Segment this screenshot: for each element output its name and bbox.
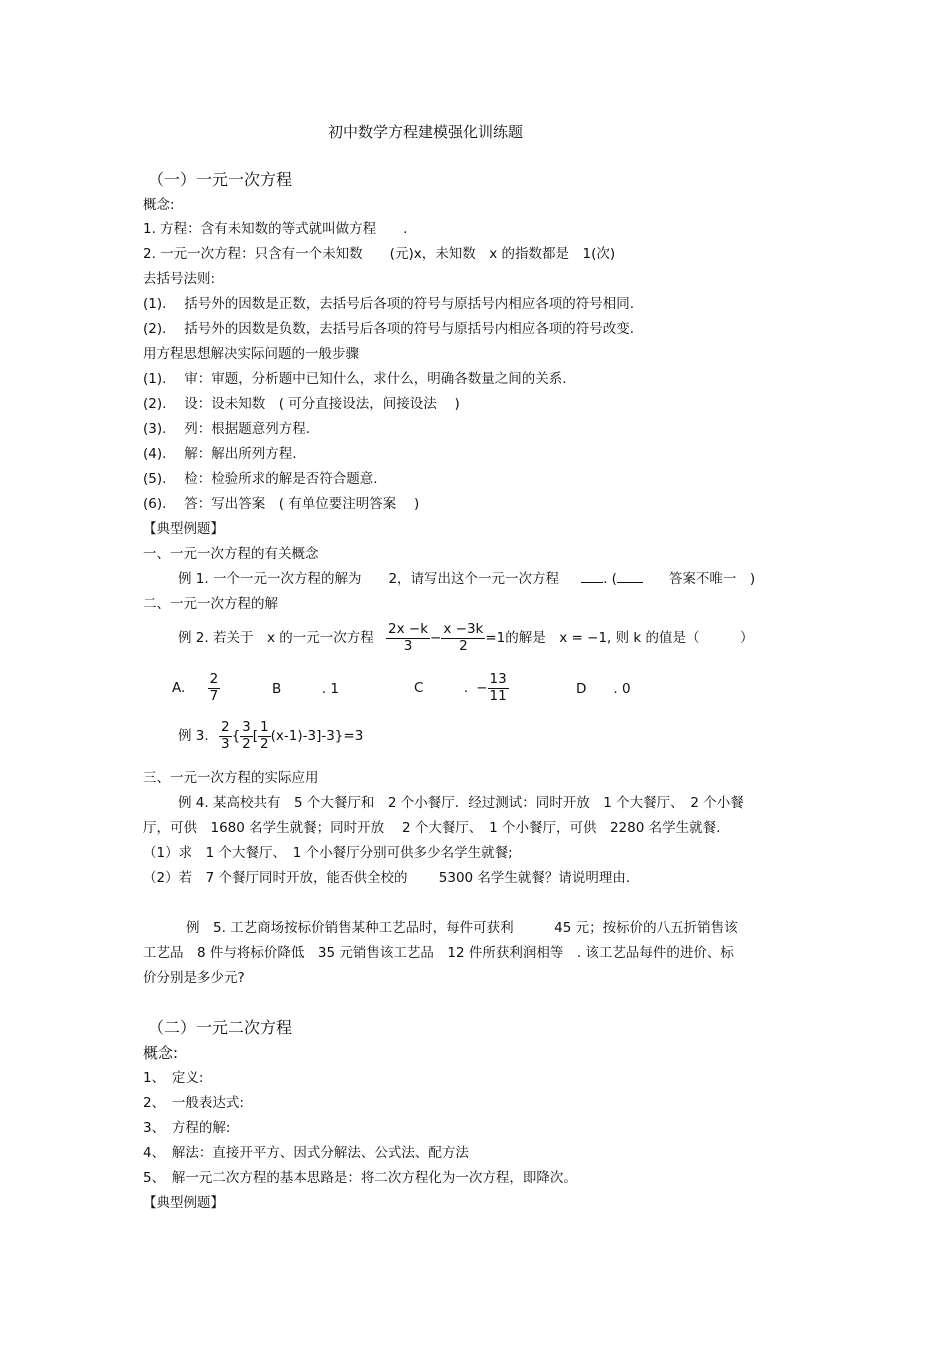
equals-one: =1 (485, 630, 506, 647)
option-b: B . 1 (272, 681, 339, 697)
concept-item: 5、 解一元二次方程的基本思路是：将二次方程化为一次方程，即降次。 (143, 1170, 577, 1186)
example-1-paren: . ( (603, 571, 617, 587)
step-item: (2). 设：设未知数 ( 可分直接设法，间接设法 ) (143, 396, 460, 412)
example-2-text: 例 2. 若关于 x 的一元一次方程 (178, 630, 374, 647)
fraction: $\frac{2}{3}$ (220, 719, 230, 752)
fraction: $\frac{x -3k}{2}$ (443, 621, 484, 654)
steps-label: 用方程思想解决实际问题的一般步骤 (143, 346, 359, 362)
fraction: $\frac{13}{11}$ (489, 671, 507, 704)
example-5-line: 工艺品 8 件与将标价降低 35 元销售该工艺品 12 件所获利润相等 . 该工艺品每件的进价、标 (143, 945, 734, 961)
definition-linear-equation: 2. 一元一次方程：只含有一个未知数 (元)x，未知数 x 的指数都是 1(次) (143, 246, 616, 262)
fraction: $\frac{1}{2}$ (260, 719, 269, 752)
option-a: A. $\frac{2}{7}$ (172, 671, 219, 704)
example-4-line: 例 4. 某高校共有 5 个大餐厅和 2 个小餐厅．经过测试：同时开放 1 个大餐厅、 2 个小餐 (178, 795, 744, 811)
option-c: C . − $\frac{13}{11}$ (414, 671, 507, 704)
example-1-note: 答案不唯一 ) (668, 571, 756, 587)
step-item: (5). 检：检验所求的解是否符合题意. (143, 471, 378, 487)
part-heading: 三、一元一次方程的实际应用 (143, 770, 319, 786)
example-5-line: 例 5. 工艺商场按标价销售某种工艺品时，每件可获利 45 元；按标价的八五折销售该 (186, 920, 738, 936)
definition-equation: 1. 方程：含有未知数的等式就叫做方程 . (143, 221, 408, 237)
step-item: (1). 审：审题，分析题中已知什么，求什么，明确各数量之间的关系. (143, 371, 567, 387)
section-heading-linear: （一）一元一次方程 (148, 170, 293, 189)
concept-item: 1、 定义: (143, 1070, 204, 1086)
answer-blank (617, 582, 643, 583)
concept-item: 2、 一般表达式: (143, 1095, 244, 1111)
example-5-line: 价分别是多少元? (143, 970, 245, 986)
paren-rule-1: (1). 括号外的因数是正数，去括号后各项的符号与原括号内相应各项的符号相同. (143, 296, 634, 312)
example-4-question: （1）求 1 个大餐厅、 1 个小餐厅分别可供多少名学生就餐; (143, 845, 513, 861)
step-item: (3). 列：根据题意列方程. (143, 421, 310, 437)
fraction: $\frac{3}{2}$ (242, 719, 251, 752)
typical-examples-label: 【典型例题】 (143, 521, 224, 537)
section-heading-quadratic: （二）一元二次方程 (148, 1018, 293, 1037)
typical-examples-label: 【典型例题】 (143, 1195, 224, 1211)
concept-label: 概念: (143, 197, 175, 213)
example-2-question: 的解是 x = −1, 则 k 的值是（ ） (505, 630, 754, 647)
example-1-text: 例 1. 一个一元一次方程的解为 2，请写出这个一元一次方程 (178, 571, 560, 587)
concept-item: 4、 解法：直接开平方、因式分解法、公式法、配方法 (143, 1145, 469, 1161)
example-4-line: 厅，可供 1680 名学生就餐；同时开放 2 个大餐厅、 1 个小餐厅，可供 2280 名学生就餐. (143, 820, 721, 836)
answer-blank (581, 582, 603, 583)
example-4-question: （2）若 7 个餐厅同时开放，能否供全校的 5300 名学生就餐？请说明理由. (143, 870, 631, 886)
part-heading: 二、一元一次方程的解 (143, 596, 278, 612)
page-title: 初中数学方程建模强化训练题 (328, 123, 524, 141)
example-3: 例 3. $\frac{2}{3}$ { $\frac{3}{2}$ [ $\frac{1}{2}$ (x-1)-3]-3}=3 (178, 719, 364, 752)
paren-rule-2: (2). 括号外的因数是负数，去括号后各项的符号与原括号内相应各项的符号改变. (143, 321, 634, 337)
concept-label: 概念: (143, 1044, 179, 1062)
paren-rule-label: 去括号法则: (143, 271, 216, 287)
option-d: D . 0 (576, 681, 631, 697)
step-item: (6). 答：写出答案 ( 有单位要注明答案 ) (143, 496, 420, 512)
fraction: $\frac{2}{7}$ (209, 671, 219, 704)
minus-sign: − (430, 630, 442, 647)
example-2 (178, 622, 754, 654)
concept-item: 3、 方程的解: (143, 1120, 231, 1136)
step-item: (4). 解：解出所列方程. (143, 446, 297, 462)
fraction: $\frac{2x -k}{3}$ (388, 621, 429, 654)
example-1 (178, 570, 755, 588)
part-heading: 一、一元一次方程的有关概念 (143, 546, 319, 562)
